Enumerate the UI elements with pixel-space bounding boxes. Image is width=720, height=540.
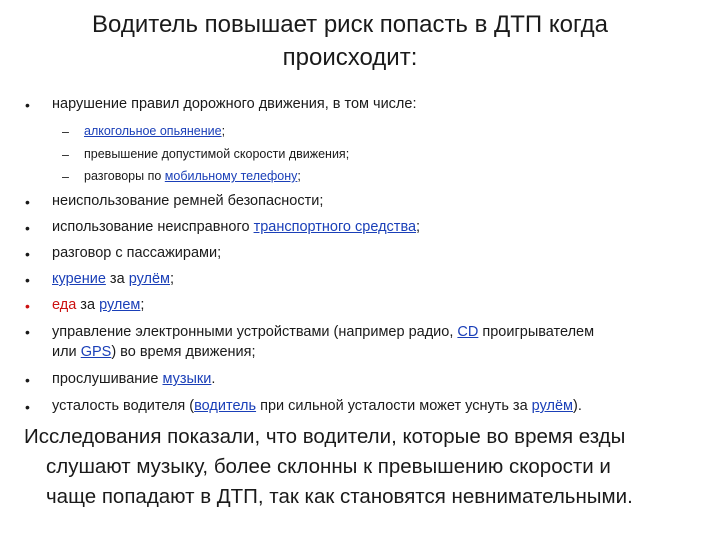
- text-mid: проигрывателем: [478, 324, 595, 340]
- slide-title: [40, 8, 660, 74]
- bullet-dot: •: [25, 298, 30, 314]
- text-head: прослушивание: [52, 371, 163, 387]
- title-line-1: Водитель повышает риск попасть в ДТП когда: [91, 11, 608, 38]
- sub-dash: –: [62, 125, 69, 139]
- text-mid: за: [76, 297, 100, 313]
- text-head: усталость водителя (: [52, 398, 195, 414]
- closing-paragraph: [24, 422, 704, 512]
- bullet-dot: •: [25, 246, 30, 262]
- link-music[interactable]: музыки: [162, 371, 212, 387]
- closing-line-1: Исследования показали, что водители, которые во время езды: [24, 425, 626, 448]
- bullet-item-faulty-vehicle: [52, 218, 702, 236]
- text-tail: ;: [140, 297, 145, 313]
- bullet-item-devices: [52, 322, 702, 362]
- text-mid: за: [105, 271, 129, 287]
- text-tail: .: [211, 371, 216, 387]
- text-head: управление электронными устройствами (например радио,: [52, 324, 458, 340]
- link-mobile-phone[interactable]: мобильному телефону: [164, 169, 298, 183]
- title-line-2: происходит:: [282, 44, 418, 71]
- closing-line-3: чаще попадают в ДТП, так как становятся невнимательными.: [46, 485, 633, 508]
- bullet-dot: •: [25, 324, 30, 340]
- text-food: еда: [52, 297, 77, 313]
- link-alcohol[interactable]: алкогольное опьянение: [84, 124, 222, 138]
- link-vehicle[interactable]: транспортного средства: [253, 219, 417, 235]
- link-driver[interactable]: водитель: [194, 398, 257, 414]
- sub-dash: –: [62, 170, 69, 184]
- sub-dash: –: [62, 148, 69, 162]
- text-tail: ) во время движения;: [111, 344, 256, 360]
- text-head: использование неисправного: [52, 219, 254, 235]
- bullet-dot: •: [25, 272, 30, 288]
- link-cd[interactable]: CD: [457, 324, 479, 340]
- bullet-item-traffic-violations: нарушение правил дорожного движения, в том числе:: [52, 96, 417, 112]
- link-wheel[interactable]: рулём: [531, 398, 573, 414]
- sub-item-phone: [84, 168, 684, 184]
- link-wheel[interactable]: рулем: [99, 297, 141, 313]
- bullet-dot: •: [25, 399, 30, 415]
- bullet-item-eating: [52, 296, 702, 314]
- bullet-item-fatigue: [52, 397, 702, 415]
- bullet-dot: •: [25, 220, 30, 236]
- bullet-item-seatbelts: неиспользование ремней безопасности;: [52, 193, 324, 209]
- bullet-item-passengers: разговор с пассажирами;: [52, 245, 222, 261]
- closing-line-2: слушают музыку, более склонны к превышению скорости и: [46, 455, 611, 478]
- text-head-2: или: [52, 344, 81, 360]
- bullet-dot: •: [25, 97, 30, 113]
- link-smoking[interactable]: курение: [52, 271, 106, 287]
- text-tail: ;: [297, 169, 301, 183]
- text-head: разговоры по: [84, 169, 165, 183]
- text-tail: ;: [170, 271, 175, 287]
- bullet-dot: •: [25, 372, 30, 388]
- bullet-dot: •: [25, 194, 30, 210]
- sub-item-alcohol: [84, 123, 684, 139]
- bullet-item-music: [52, 370, 702, 388]
- text-tail: ;: [221, 124, 226, 138]
- text-tail: ).: [573, 398, 582, 414]
- text-tail: ;: [416, 219, 421, 235]
- text-mid: при сильной усталости может уснуть за: [256, 398, 532, 414]
- sub-item-speeding: превышение допустимой скорости движения;: [84, 147, 350, 161]
- link-wheel[interactable]: рулём: [128, 271, 171, 287]
- link-gps[interactable]: GPS: [80, 344, 112, 360]
- bullet-item-smoking: [52, 270, 702, 288]
